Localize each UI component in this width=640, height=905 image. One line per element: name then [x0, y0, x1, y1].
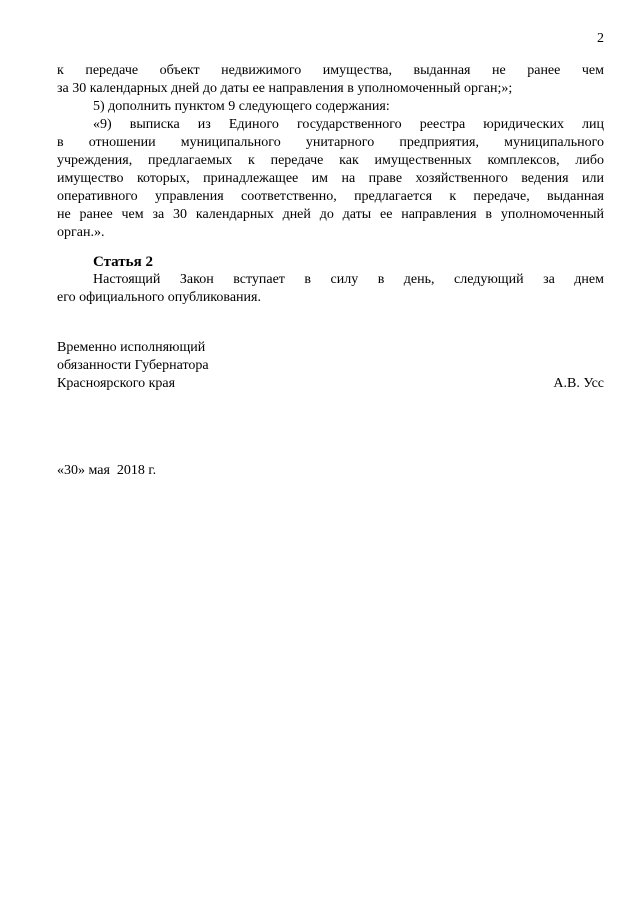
signer-name: А.В. Усс — [553, 376, 604, 391]
text-line: «9) выписка из Единого государственного реестра юридических лиц — [93, 117, 604, 132]
text-line: 5) дополнить пунктом 9 следующего содержания: — [93, 99, 390, 114]
signer-position-line: Временно исполняющий — [57, 340, 206, 355]
signer-position-line: Красноярского края — [57, 376, 176, 391]
text-line: оперативного управления соответственно, предлагается к передаче, выданная — [57, 189, 604, 204]
page-number: 2 — [597, 31, 604, 46]
text-line: учреждения, предлагаемых к передаче как имущественных комплексов, либо — [57, 153, 604, 168]
document-date: «30» мая 2018 г. — [57, 463, 157, 478]
text-line: имущество которых, принадлежащее им на праве хозяйственного ведения или — [57, 171, 604, 186]
text-line: не ранее чем за 30 календарных дней до даты ее направления в уполномоченный — [57, 207, 604, 222]
text-line: Настоящий Закон вступает в силу в день, следующий за днем — [93, 272, 604, 287]
text-line: за 30 календарных дней до даты ее направления в уполномоченный орган;»; — [57, 81, 513, 96]
text-line: его официального опубликования. — [57, 290, 261, 305]
text-line: в отношении муниципального унитарного предприятия, муниципального — [57, 135, 604, 150]
text-line: к передаче объект недвижимого имущества, выданная не ранее чем — [57, 63, 604, 78]
signer-position-line: обязанности Губернатора — [57, 358, 209, 373]
article-heading: Статья 2 — [93, 254, 153, 270]
text-line: орган.». — [57, 225, 105, 240]
